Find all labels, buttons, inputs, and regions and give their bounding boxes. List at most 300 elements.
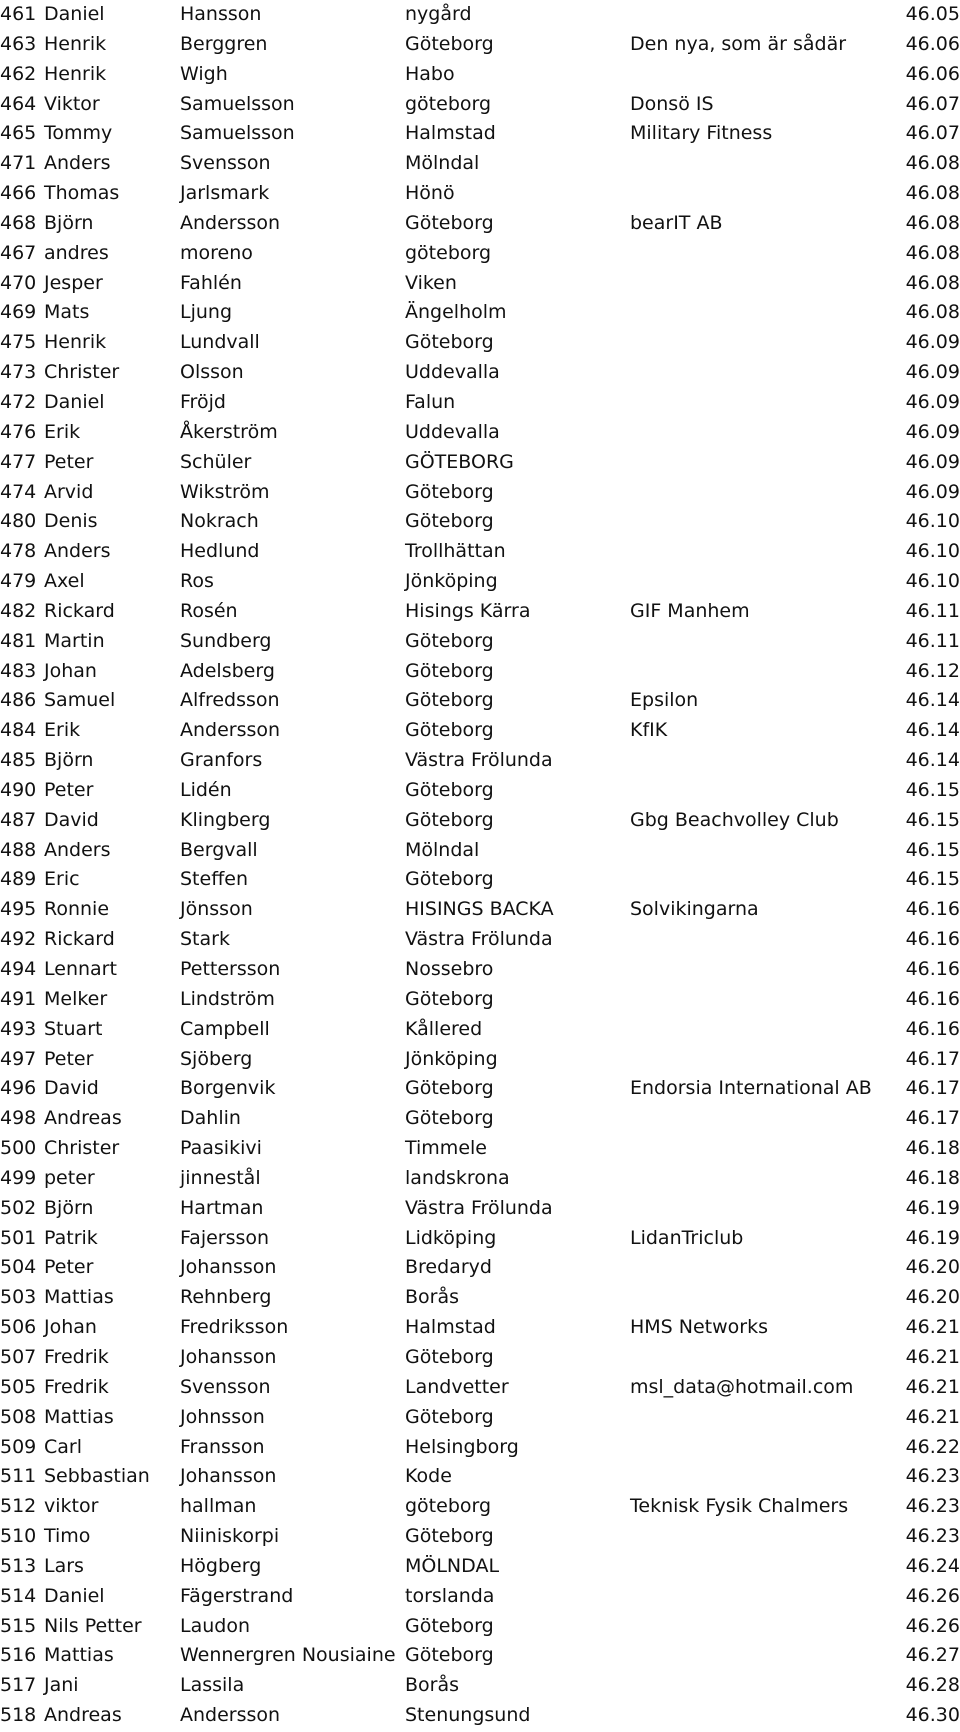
result-time: 46.16: [905, 1017, 960, 1040]
result-row: [0, 985, 960, 1015]
result-row: [0, 119, 960, 149]
result-first-name: Fredrik: [44, 1375, 109, 1398]
result-position: 469: [0, 301, 37, 324]
result-row: [0, 1313, 960, 1343]
result-row: [0, 1134, 960, 1164]
result-first-name: Peter: [44, 450, 94, 473]
result-time: 46.10: [905, 570, 960, 593]
result-time: 46.08: [905, 152, 960, 175]
result-last-name: Hedlund: [180, 540, 260, 563]
result-time: 46.09: [905, 420, 960, 443]
result-last-name: Steffen: [180, 868, 249, 891]
result-first-name: Mats: [44, 301, 90, 324]
result-position: 467: [0, 241, 37, 264]
result-first-name: Daniel: [44, 1584, 105, 1607]
result-time: 46.09: [905, 480, 960, 503]
result-position: 484: [0, 719, 37, 742]
result-time: 46.07: [905, 92, 960, 115]
result-position: 497: [0, 1047, 37, 1070]
result-position: 502: [0, 1196, 37, 1219]
result-position: 507: [0, 1345, 37, 1368]
result-row: [0, 1492, 960, 1522]
result-first-name: Carl: [44, 1435, 82, 1458]
result-last-name: Hartman: [180, 1196, 264, 1219]
result-time: 46.21: [905, 1345, 960, 1368]
result-first-name: Henrik: [44, 32, 107, 55]
result-city: Göteborg: [405, 510, 494, 533]
result-city: Hönö: [405, 182, 455, 205]
result-city: Västra Frölunda: [405, 1196, 553, 1219]
result-first-name: Andreas: [44, 1107, 122, 1130]
result-time: 46.14: [905, 719, 960, 742]
result-row: [0, 179, 960, 209]
result-row: [0, 716, 960, 746]
result-club: Solvikingarna: [630, 898, 759, 921]
result-row: [0, 1283, 960, 1313]
result-position: 466: [0, 182, 37, 205]
result-position: 470: [0, 271, 37, 294]
result-last-name: jinnestål: [180, 1166, 261, 1189]
result-last-name: Stark: [180, 928, 230, 951]
result-position: 476: [0, 420, 37, 443]
result-time: 46.08: [905, 271, 960, 294]
result-position: 492: [0, 928, 37, 951]
result-city: Borås: [405, 1674, 460, 1697]
result-time: 46.09: [905, 450, 960, 473]
result-last-name: Johansson: [180, 1465, 277, 1488]
result-first-name: Mattias: [44, 1286, 114, 1309]
result-last-name: Åkerström: [180, 420, 278, 443]
result-position: 493: [0, 1017, 37, 1040]
result-position: 511: [0, 1465, 37, 1488]
result-row: [0, 1701, 960, 1731]
result-first-name: Henrik: [44, 62, 107, 85]
result-first-name: Mattias: [44, 1405, 114, 1428]
result-first-name: Ronnie: [44, 898, 110, 921]
result-row: [0, 895, 960, 925]
result-club: Gbg Beachvolley Club: [630, 808, 839, 831]
result-position: 514: [0, 1584, 37, 1607]
result-position: 463: [0, 32, 37, 55]
result-row: [0, 1015, 960, 1045]
result-first-name: Fredrik: [44, 1345, 109, 1368]
result-city: Göteborg: [405, 211, 494, 234]
result-city: Jönköping: [405, 570, 498, 593]
result-city: Mölndal: [405, 152, 480, 175]
result-city: Mölndal: [405, 838, 480, 861]
result-city: Göteborg: [405, 480, 494, 503]
result-city: GÖTEBORG: [405, 450, 514, 473]
result-position: 506: [0, 1316, 37, 1339]
result-first-name: Anders: [44, 152, 111, 175]
result-row: [0, 1403, 960, 1433]
result-row: [0, 955, 960, 985]
result-club: Den nya, som är sådär: [630, 32, 847, 55]
result-time: 46.14: [905, 749, 960, 772]
result-first-name: Daniel: [44, 390, 105, 413]
result-first-name: Johan: [44, 659, 97, 682]
result-last-name: Johnsson: [180, 1405, 265, 1428]
result-last-name: Fahlén: [180, 271, 242, 294]
result-position: 499: [0, 1166, 37, 1189]
result-first-name: Erik: [44, 719, 81, 742]
result-first-name: Jesper: [44, 271, 103, 294]
result-position: 500: [0, 1137, 37, 1160]
result-row: [0, 657, 960, 687]
result-position: 515: [0, 1614, 37, 1637]
result-city: Hisings Kärra: [405, 599, 531, 622]
result-time: 46.23: [905, 1495, 960, 1518]
result-position: 483: [0, 659, 37, 682]
result-city: Halmstad: [405, 1316, 496, 1339]
result-time: 46.23: [905, 1525, 960, 1548]
result-first-name: Peter: [44, 1047, 94, 1070]
result-position: 508: [0, 1405, 37, 1428]
result-last-name: Rehnberg: [180, 1286, 272, 1309]
result-last-name: Lassila: [180, 1674, 245, 1697]
result-position: 498: [0, 1107, 37, 1130]
result-position: 486: [0, 689, 37, 712]
result-position: 490: [0, 778, 37, 801]
result-time: 46.18: [905, 1137, 960, 1160]
result-time: 46.22: [905, 1435, 960, 1458]
result-row: [0, 60, 960, 90]
result-position: 472: [0, 390, 37, 413]
result-city: torslanda: [405, 1584, 495, 1607]
result-last-name: Wikström: [180, 480, 270, 503]
result-time: 46.12: [905, 659, 960, 682]
result-time: 46.11: [905, 629, 960, 652]
result-time: 46.10: [905, 540, 960, 563]
result-row: [0, 298, 960, 328]
result-row: [0, 836, 960, 866]
result-row: [0, 209, 960, 239]
result-first-name: Nils Petter: [44, 1614, 142, 1637]
result-row: [0, 1045, 960, 1075]
result-city: Göteborg: [405, 987, 494, 1010]
result-last-name: Dahlin: [180, 1107, 241, 1130]
result-club: KfIK: [630, 719, 668, 742]
result-last-name: Fajersson: [180, 1226, 270, 1249]
result-position: 496: [0, 1077, 37, 1100]
result-last-name: Ljung: [180, 301, 233, 324]
result-time: 46.26: [905, 1614, 960, 1637]
result-first-name: Anders: [44, 540, 111, 563]
result-row: [0, 1641, 960, 1671]
result-last-name: hallman: [180, 1495, 257, 1518]
result-last-name: Fredriksson: [180, 1316, 289, 1339]
result-last-name: Hansson: [180, 3, 262, 25]
result-time: 46.24: [905, 1554, 960, 1577]
result-club: GIF Manhem: [630, 599, 750, 622]
result-last-name: Berggren: [180, 32, 268, 55]
result-row: [0, 1552, 960, 1582]
result-first-name: Erik: [44, 420, 81, 443]
result-time: 46.09: [905, 361, 960, 384]
result-last-name: Lindström: [180, 987, 275, 1010]
result-first-name: Viktor: [44, 92, 100, 115]
result-last-name: Granfors: [180, 749, 263, 772]
result-first-name: Eric: [44, 868, 80, 891]
result-time: 46.21: [905, 1405, 960, 1428]
result-time: 46.27: [905, 1644, 960, 1667]
result-city: Göteborg: [405, 1107, 494, 1130]
result-first-name: Björn: [44, 211, 94, 234]
result-time: 46.17: [905, 1107, 960, 1130]
result-row: [0, 90, 960, 120]
result-city: Göteborg: [405, 778, 494, 801]
result-last-name: Fröjd: [180, 390, 226, 413]
result-time: 46.20: [905, 1286, 960, 1309]
result-club: Donsö IS: [630, 92, 714, 115]
result-first-name: Lars: [44, 1554, 84, 1577]
result-row: [0, 328, 960, 358]
result-last-name: Laudon: [180, 1614, 250, 1637]
result-first-name: David: [44, 1077, 99, 1100]
result-time: 46.07: [905, 122, 960, 145]
result-last-name: Paasikivi: [180, 1137, 262, 1160]
result-row: [0, 537, 960, 567]
result-last-name: Sundberg: [180, 629, 272, 652]
result-position: 505: [0, 1375, 37, 1398]
result-last-name: Schüler: [180, 450, 252, 473]
result-city: göteborg: [405, 92, 492, 115]
result-row: [0, 239, 960, 269]
result-last-name: Lundvall: [180, 331, 260, 354]
result-city: Uddevalla: [405, 361, 500, 384]
result-last-name: Klingberg: [180, 808, 271, 831]
result-last-name: Svensson: [180, 152, 271, 175]
result-time: 46.08: [905, 182, 960, 205]
result-city: Lidköping: [405, 1226, 497, 1249]
result-time: 46.30: [905, 1704, 960, 1727]
result-last-name: Wennergren Nousiaine: [180, 1644, 396, 1667]
result-club: LidanTriclub: [630, 1226, 744, 1249]
result-row: [0, 1522, 960, 1552]
result-city: Ängelholm: [405, 301, 507, 324]
result-city: Göteborg: [405, 659, 494, 682]
result-row: [0, 865, 960, 895]
result-last-name: Jarlsmark: [180, 182, 270, 205]
result-first-name: David: [44, 808, 99, 831]
result-position: 488: [0, 838, 37, 861]
result-last-name: Johansson: [180, 1256, 277, 1279]
result-position: 512: [0, 1495, 37, 1518]
result-row: [0, 1582, 960, 1612]
result-last-name: Niiniskorpi: [180, 1525, 280, 1548]
result-city: Kode: [405, 1465, 452, 1488]
result-position: 477: [0, 450, 37, 473]
result-position: 464: [0, 92, 37, 115]
result-city: Göteborg: [405, 689, 494, 712]
result-row: [0, 1343, 960, 1373]
result-time: 46.09: [905, 331, 960, 354]
result-position: 480: [0, 510, 37, 533]
result-time: 46.09: [905, 390, 960, 413]
result-last-name: Samuelsson: [180, 122, 295, 145]
result-last-name: Svensson: [180, 1375, 271, 1398]
result-last-name: Wigh: [180, 62, 228, 85]
result-first-name: Denis: [44, 510, 98, 533]
result-position: 516: [0, 1644, 37, 1667]
result-time: 46.16: [905, 928, 960, 951]
result-club: Endorsia International AB: [630, 1077, 872, 1100]
result-first-name: Henrik: [44, 331, 107, 354]
result-city: Göteborg: [405, 629, 494, 652]
result-last-name: Nokrach: [180, 510, 259, 533]
result-city: göteborg: [405, 241, 492, 264]
result-position: 471: [0, 152, 37, 175]
result-first-name: Arvid: [44, 480, 94, 503]
result-time: 46.19: [905, 1226, 960, 1249]
result-row: [0, 358, 960, 388]
result-position: 487: [0, 808, 37, 831]
result-position: 462: [0, 62, 37, 85]
result-row: [0, 1194, 960, 1224]
result-first-name: Daniel: [44, 3, 105, 25]
result-row: [0, 269, 960, 299]
result-row: [0, 806, 960, 836]
result-position: 509: [0, 1435, 37, 1458]
result-first-name: andres: [44, 241, 109, 264]
result-first-name: peter: [44, 1166, 95, 1189]
result-last-name: Rosén: [180, 599, 238, 622]
result-last-name: Pettersson: [180, 958, 281, 980]
result-last-name: Fägerstrand: [180, 1584, 294, 1607]
result-city: Uddevalla: [405, 420, 500, 443]
result-time: 46.05: [905, 3, 960, 25]
result-row: [0, 1612, 960, 1642]
result-last-name: Lidén: [180, 778, 232, 801]
result-time: 46.15: [905, 868, 960, 891]
result-time: 46.17: [905, 1077, 960, 1100]
result-club: Military Fitness: [630, 122, 773, 145]
result-row: [0, 1253, 960, 1283]
result-row: [0, 567, 960, 597]
result-row: [0, 478, 960, 508]
result-city: Jönköping: [405, 1047, 498, 1070]
result-city: Göteborg: [405, 1644, 494, 1667]
result-city: Västra Frölunda: [405, 749, 553, 772]
result-row: [0, 746, 960, 776]
result-last-name: Andersson: [180, 211, 281, 234]
result-row: [0, 925, 960, 955]
result-first-name: Jani: [44, 1674, 79, 1697]
result-time: 46.11: [905, 599, 960, 622]
result-first-name: Martin: [44, 629, 105, 652]
result-city: Göteborg: [405, 1614, 494, 1637]
result-row: [0, 1433, 960, 1463]
result-time: 46.23: [905, 1465, 960, 1488]
result-time: 46.08: [905, 211, 960, 234]
result-city: Viken: [405, 271, 457, 294]
result-time: 46.21: [905, 1375, 960, 1398]
result-row: [0, 776, 960, 806]
result-time: 46.15: [905, 808, 960, 831]
result-position: 481: [0, 629, 37, 652]
result-first-name: Peter: [44, 1256, 94, 1279]
result-row: [0, 1224, 960, 1254]
result-time: 46.06: [905, 62, 960, 85]
result-city: Göteborg: [405, 1525, 494, 1548]
result-first-name: Lennart: [44, 958, 117, 980]
result-time: 46.15: [905, 778, 960, 801]
result-last-name: moreno: [180, 241, 253, 264]
result-city: Habo: [405, 62, 455, 85]
result-city: Landvetter: [405, 1375, 509, 1398]
result-first-name: Rickard: [44, 599, 115, 622]
result-position: 510: [0, 1525, 37, 1548]
result-row: [0, 1373, 960, 1403]
result-time: 46.14: [905, 689, 960, 712]
result-city: HISINGS BACKA: [405, 898, 554, 921]
result-city: MÖLNDAL: [405, 1554, 500, 1577]
result-row: [0, 30, 960, 60]
result-row: [0, 0, 960, 30]
result-position: 517: [0, 1674, 37, 1697]
result-position: 491: [0, 987, 37, 1010]
result-first-name: Axel: [44, 570, 85, 593]
result-row: [0, 388, 960, 418]
result-first-name: Anders: [44, 838, 111, 861]
result-city: Västra Frölunda: [405, 928, 553, 951]
result-city: Stenungsund: [405, 1704, 531, 1727]
result-first-name: Christer: [44, 1137, 120, 1160]
result-row: [0, 597, 960, 627]
result-position: 485: [0, 749, 37, 772]
result-time: 46.06: [905, 32, 960, 55]
result-club: Teknisk Fysik Chalmers: [630, 1495, 849, 1518]
result-last-name: Adelsberg: [180, 659, 275, 682]
result-city: Helsingborg: [405, 1435, 519, 1458]
result-time: 46.18: [905, 1166, 960, 1189]
result-position: 503: [0, 1286, 37, 1309]
result-time: 46.10: [905, 510, 960, 533]
result-club: msl_data@hotmail.com: [630, 1375, 854, 1398]
result-position: 461: [0, 3, 37, 25]
result-last-name: Andersson: [180, 1704, 281, 1727]
result-time: 46.16: [905, 987, 960, 1010]
result-row: [0, 1671, 960, 1701]
result-last-name: Johansson: [180, 1345, 277, 1368]
result-first-name: Andreas: [44, 1704, 122, 1727]
result-last-name: Borgenvik: [180, 1077, 276, 1100]
result-position: 482: [0, 599, 37, 622]
result-city: landskrona: [405, 1166, 510, 1189]
result-first-name: Björn: [44, 749, 94, 772]
result-row: [0, 686, 960, 716]
result-first-name: Christer: [44, 361, 120, 384]
result-first-name: Timo: [44, 1525, 91, 1548]
result-last-name: Samuelsson: [180, 92, 295, 115]
result-time: 46.08: [905, 301, 960, 324]
result-first-name: Thomas: [44, 182, 120, 205]
result-city: Göteborg: [405, 1345, 494, 1368]
result-city: Timmele: [405, 1137, 487, 1160]
result-city: Göteborg: [405, 1405, 494, 1428]
result-row: [0, 418, 960, 448]
result-first-name: Melker: [44, 987, 108, 1010]
result-last-name: Sjöberg: [180, 1047, 253, 1070]
result-time: 46.19: [905, 1196, 960, 1219]
result-position: 518: [0, 1704, 37, 1727]
result-first-name: viktor: [44, 1495, 99, 1518]
result-time: 46.16: [905, 958, 960, 980]
result-time: 46.17: [905, 1047, 960, 1070]
result-first-name: Samuel: [44, 689, 116, 712]
result-time: 46.08: [905, 241, 960, 264]
result-row: [0, 627, 960, 657]
